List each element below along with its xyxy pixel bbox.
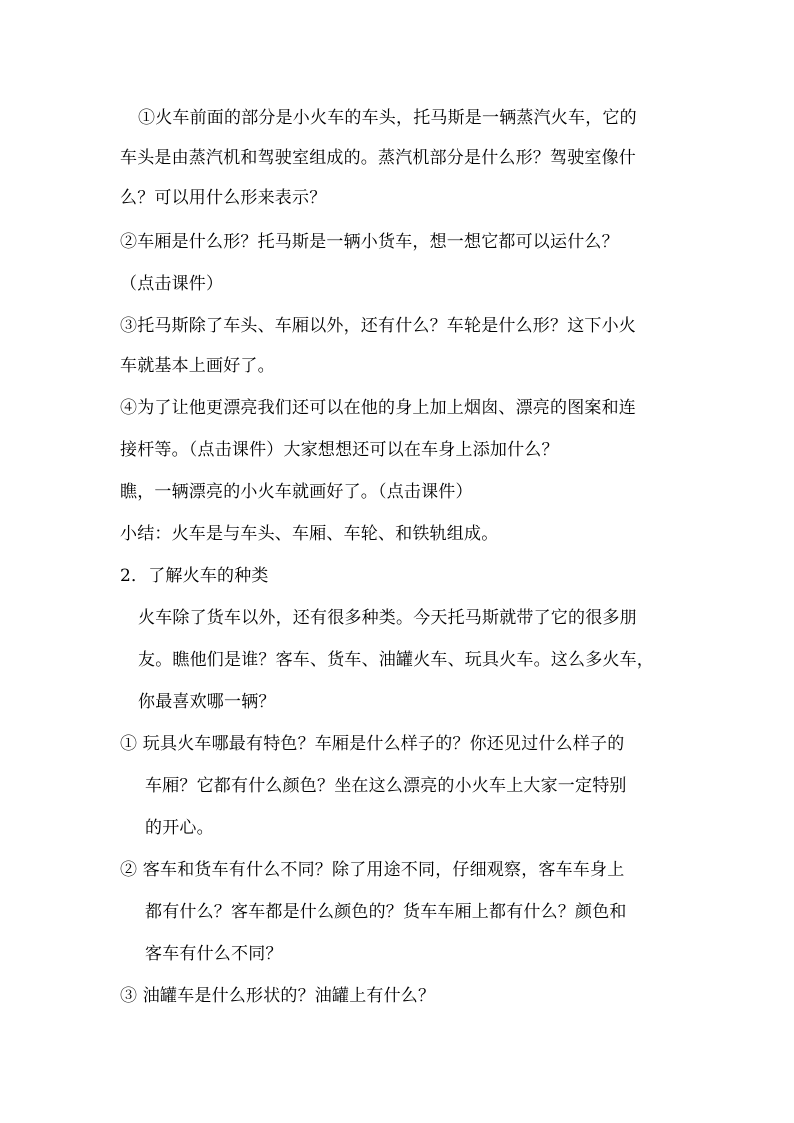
paragraph-5: 瞧，一辆漂亮的小火车就画好了。（点击课件） [120, 482, 473, 502]
item-1-line-2: 车厢？它都有什么颜色？坐在这么漂亮的小火车上大家一定特别 [145, 776, 627, 796]
paragraph-6-line-2: 友。瞧他们是谁？客车、货车、油罐火车、玩具火车。这么多火车， [138, 650, 654, 670]
item-2-line-1: ② 客车和货车有什么不同？除了用途不同，仔细观察，客车车身上 [120, 860, 625, 880]
paragraph-2-line-2: （点击课件） [120, 274, 224, 294]
summary: 小结：火车是与车头、车厢、车轮、和铁轨组成。 [120, 524, 499, 544]
paragraph-1-line-1: ①火车前面的部分是小火车的车头，托马斯是一辆蒸汽火车，它的 [138, 108, 637, 128]
paragraph-6-line-3: 你最喜欢哪一辆？ [138, 692, 276, 712]
item-1-line-3: 的开心。 [145, 818, 214, 838]
paragraph-1-line-2: 车头是由蒸汽机和驾驶室组成的。蒸汽机部分是什么形？驾驶室像什 [120, 148, 636, 168]
paragraph-1-line-3: 么？可以用什么形来表示？ [120, 188, 327, 208]
paragraph-3-line-1: ③托马斯除了车头、车厢以外，还有什么？车轮是什么形？这下小火 [120, 316, 636, 336]
item-1-line-1: ① 玩具火车哪最有特色？车厢是什么样子的？你还见过什么样子的 [120, 734, 625, 754]
item-3-line-1: ③ 油罐车是什么形状的？油罐上有什么？ [120, 986, 436, 1006]
paragraph-4-line-1: ④为了让他更漂亮我们还可以在他的身上加上烟囱、漂亮的图案和连 [120, 398, 636, 418]
item-2-line-3: 客车有什么不同？ [145, 944, 283, 964]
paragraph-3-line-2: 车就基本上画好了。 [120, 356, 275, 376]
paragraph-4-line-2: 接杆等。（点击课件）大家想想还可以在车身上添加什么？ [120, 440, 559, 460]
item-2-line-2: 都有什么？客车都是什么颜色的？货车车厢上都有什么？颜色和 [145, 902, 627, 922]
paragraph-2-line-1: ②车厢是什么形？托马斯是一辆小货车，想一想它都可以运什么？ [120, 232, 619, 252]
paragraph-6-line-1: 火车除了货车以外，还有很多种类。今天托马斯就带了它的很多朋 [138, 608, 637, 628]
section-heading: 2．了解火车的种类 [120, 566, 269, 586]
